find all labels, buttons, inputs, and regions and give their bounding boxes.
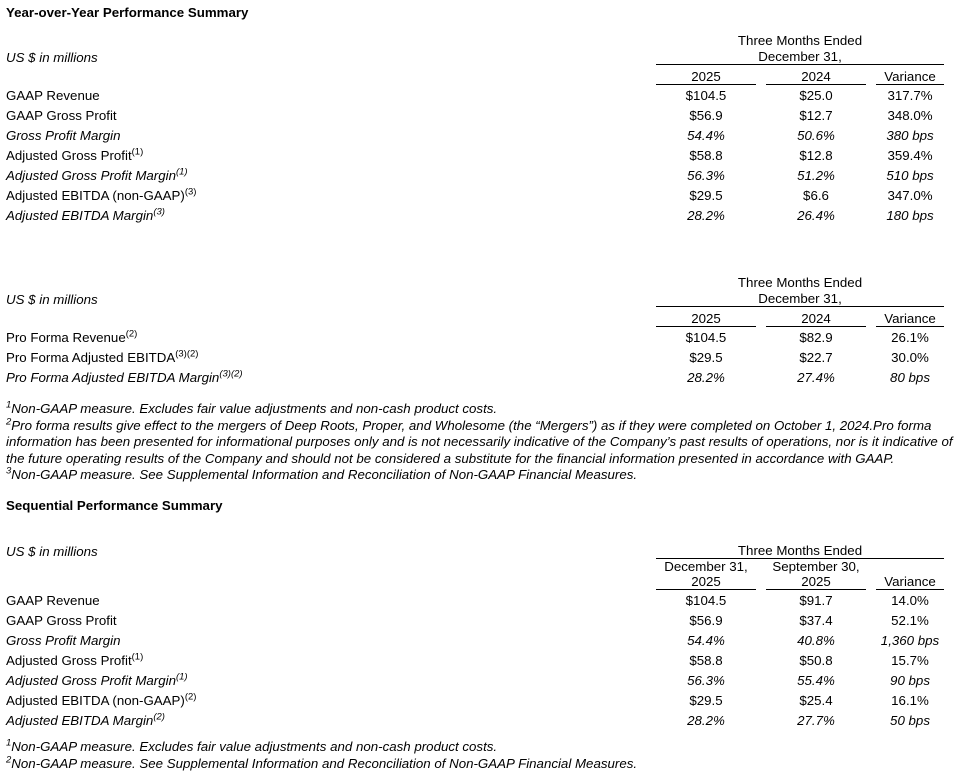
row-label [6, 590, 646, 610]
row-label [6, 690, 646, 710]
cell-variance: 380 bps [886, 127, 934, 143]
cell-current: 28.2% [687, 369, 725, 385]
row-label-text: GAAP Gross Profit [6, 107, 117, 123]
group-header [656, 275, 944, 307]
column-header-2024: 2024 [766, 65, 866, 85]
yoy-section-title: Year-over-Year Performance Summary [6, 5, 249, 20]
cell-variance: 14.0% [891, 592, 929, 608]
table-row [6, 347, 944, 367]
column-header-dec-2025 [656, 559, 756, 590]
footnote-ref: (1) [175, 671, 188, 683]
footnote-marker: 2 [6, 754, 12, 766]
row-label-text: Adjusted EBITDA Margin [6, 712, 154, 728]
cell-prior: $37.4 [799, 612, 833, 628]
cell-current: 54.4% [687, 127, 725, 143]
group-header [656, 33, 944, 65]
cell-prior: 55.4% [797, 672, 835, 688]
cell-current: 56.3% [687, 167, 725, 183]
cell-prior: $22.7 [799, 349, 833, 365]
cell-prior: 26.4% [797, 207, 835, 223]
cell-current: $56.9 [689, 612, 723, 628]
footnote-text: Non-GAAP measure. See Supplemental Information and Reconciliation of Non-GAAP Financial Measures. [11, 755, 638, 771]
cell-prior: $25.4 [799, 692, 833, 708]
cell-variance: 50 bps [890, 712, 930, 728]
cell-variance: 359.4% [887, 147, 933, 163]
row-label [6, 610, 646, 630]
table-row [6, 650, 944, 670]
table-row [6, 710, 944, 730]
column-header-2024: 2024 [766, 307, 866, 327]
row-label [6, 710, 646, 730]
cell-prior: $6.6 [803, 187, 829, 203]
row-label-text: Adjusted Gross Profit [6, 652, 132, 668]
row-label-text: GAAP Gross Profit [6, 612, 117, 628]
cell-variance: 1,360 bps [880, 632, 940, 648]
row-label-text: Pro Forma Revenue [6, 329, 126, 345]
cell-current: 28.2% [687, 712, 725, 728]
cell-prior: 40.8% [797, 632, 835, 648]
cell-prior: 50.6% [797, 127, 835, 143]
cell-variance: 16.1% [891, 692, 929, 708]
cell-prior: 27.7% [797, 712, 835, 728]
units-label: US $ in millions [6, 292, 98, 307]
footnote-ref: (1) [175, 166, 188, 178]
column-header-row [6, 559, 944, 590]
row-label [6, 670, 646, 690]
row-label-text: Gross Profit Margin [6, 632, 121, 648]
table-row [6, 85, 944, 105]
row-label-text: Adjusted Gross Profit [6, 147, 132, 163]
table-row [6, 165, 944, 185]
cell-prior: $50.8 [799, 652, 833, 668]
footnote [6, 756, 954, 773]
cell-current: $29.5 [689, 349, 723, 365]
footnote-text: Non-GAAP measure. Excludes fair value adjustments and non-cash product costs. [11, 739, 498, 754]
row-label-text: Pro Forma Adjusted EBITDA [6, 349, 176, 365]
spacer-cell [6, 65, 646, 85]
cell-variance: 90 bps [890, 672, 930, 688]
row-label [6, 367, 646, 387]
group-header [656, 543, 944, 560]
group-header-line2: December 31, [758, 290, 842, 306]
row-label [6, 347, 646, 367]
column-header-variance [876, 559, 944, 590]
cell-current: $104.5 [685, 87, 727, 103]
footnote [6, 467, 954, 484]
cell-current: $56.9 [689, 107, 723, 123]
row-label-text: GAAP Revenue [6, 87, 100, 103]
footnote-ref: (2) [125, 328, 138, 340]
footnote-ref: (2) [153, 711, 165, 723]
row-label [6, 105, 646, 125]
row-label-text: Adjusted EBITDA (non-GAAP) [6, 692, 185, 708]
row-label [6, 125, 646, 145]
group-header-row [6, 275, 944, 307]
cell-current: $58.8 [689, 147, 723, 163]
footnote-ref: (2) [184, 691, 197, 703]
cell-current: $29.5 [689, 692, 723, 708]
footnote [6, 401, 954, 418]
cell-prior: $12.8 [799, 147, 833, 163]
sequential-table [0, 543, 954, 731]
footnote [6, 418, 954, 468]
footnote [6, 739, 954, 756]
group-header-line1: Three Months Ended [737, 542, 863, 558]
cell-variance: 510 bps [886, 167, 934, 183]
table-row [6, 185, 944, 205]
table-row [6, 630, 944, 650]
table-row [6, 690, 944, 710]
row-label [6, 185, 646, 205]
row-label-text: Adjusted Gross Profit Margin [6, 672, 176, 688]
column-header-2025: 2025 [656, 307, 756, 327]
cell-current: $104.5 [685, 592, 727, 608]
column-header-sep-2025 [766, 559, 866, 590]
footnote-marker: 1 [6, 737, 12, 749]
footnote-text: Pro forma results give effect to the mergers of Deep Roots, Proper, and Wholesome (the “Mergers”) as if they were completed on October 1, 2024.Pro forma information has been presented for informational purposes only and is not necessarily indicative of the Company’s past results of operations, nor is it indicative of the future operating results of the Company and should not be considered a substitute for the financial information presented in accordance with GAAP. [6, 417, 953, 466]
row-label [6, 85, 646, 105]
cell-prior: $25.0 [799, 87, 833, 103]
cell-variance: 348.0% [887, 107, 933, 123]
column-header-2025: 2025 [656, 65, 756, 85]
column-header-line1: September 30, [772, 559, 860, 574]
table-row [6, 125, 944, 145]
column-header-variance: Variance [876, 307, 944, 327]
column-header-line2: 2025 [801, 574, 831, 589]
row-label [6, 145, 646, 165]
table-row [6, 327, 944, 347]
spacer-cell [6, 307, 646, 327]
row-label [6, 327, 646, 347]
yoy-footnotes [6, 401, 954, 484]
footnote-text: Non-GAAP measure. See Supplemental Information and Reconciliation of Non-GAAP Financial Measures. [11, 467, 638, 482]
footnote-ref: (1) [131, 146, 144, 158]
footnote-ref: (3) [184, 186, 197, 198]
cell-current: 28.2% [687, 207, 725, 223]
footnote-text: Non-GAAP measure. Excludes fair value adjustments and non-cash product costs. [11, 401, 498, 416]
table-row [6, 590, 944, 610]
sequential-section-title: Sequential Performance Summary [6, 497, 223, 513]
column-header-line2: 2025 [691, 574, 721, 589]
row-label [6, 165, 646, 185]
cell-current: 54.4% [687, 632, 725, 648]
cell-variance: 317.7% [887, 87, 933, 103]
row-label-text: Pro Forma Adjusted EBITDA Margin [6, 369, 220, 385]
column-header-variance: Variance [876, 65, 944, 85]
column-header-row [6, 307, 944, 327]
table-row [6, 105, 944, 125]
cell-prior: $82.9 [799, 329, 833, 345]
row-label-text: Gross Profit Margin [6, 127, 121, 143]
footnote-marker: 1 [6, 399, 12, 411]
sequential-footnotes [6, 739, 954, 772]
row-label-text: Adjusted EBITDA (non-GAAP) [6, 187, 185, 203]
table-row [6, 145, 944, 165]
table-row [6, 610, 944, 630]
footnote-ref: (3)(2) [175, 348, 199, 360]
footnote-marker: 3 [6, 465, 12, 477]
spacer-cell [6, 559, 646, 590]
cell-current: 56.3% [687, 672, 725, 688]
column-header-row [6, 65, 944, 85]
table-row [6, 670, 944, 690]
column-header-line1: Variance [884, 574, 936, 589]
row-label [6, 630, 646, 650]
cell-current: $58.8 [689, 652, 723, 668]
row-label-text: Adjusted Gross Profit Margin [6, 167, 176, 183]
group-header-row [6, 33, 944, 65]
row-label-text: GAAP Revenue [6, 592, 100, 608]
cell-variance: 26.1% [891, 329, 929, 345]
footnote-ref: (3) [153, 206, 165, 218]
footnote-ref: (1) [131, 651, 144, 663]
cell-current: $29.5 [689, 187, 723, 203]
footnote-ref: (3)(2) [219, 368, 243, 380]
cell-variance: 30.0% [891, 349, 929, 365]
row-label [6, 650, 646, 670]
group-header-line1: Three Months Ended [737, 275, 863, 290]
cell-variance: 80 bps [890, 369, 930, 385]
cell-variance: 180 bps [886, 207, 934, 223]
footnote-marker: 2 [6, 416, 12, 428]
cell-variance: 15.7% [891, 652, 929, 668]
group-header-line1: Three Months Ended [737, 33, 863, 48]
cell-prior: $12.7 [799, 107, 833, 123]
proforma-table [0, 275, 954, 387]
group-header-row [6, 543, 944, 560]
cell-prior: 51.2% [797, 167, 835, 183]
cell-variance: 347.0% [887, 187, 933, 203]
row-label-text: Adjusted EBITDA Margin [6, 207, 154, 223]
group-header-line2: December 31, [758, 48, 842, 64]
units-label: US $ in millions [6, 50, 98, 65]
table-row [6, 205, 944, 225]
row-label [6, 205, 646, 225]
yoy-table [0, 33, 954, 225]
cell-prior: 27.4% [797, 369, 835, 385]
cell-current: $104.5 [685, 329, 727, 345]
table-row [6, 367, 944, 387]
cell-variance: 52.1% [891, 612, 929, 628]
units-label: US $ in millions [6, 544, 98, 559]
cell-prior: $91.7 [799, 592, 833, 608]
column-header-line1: December 31, [664, 559, 748, 574]
